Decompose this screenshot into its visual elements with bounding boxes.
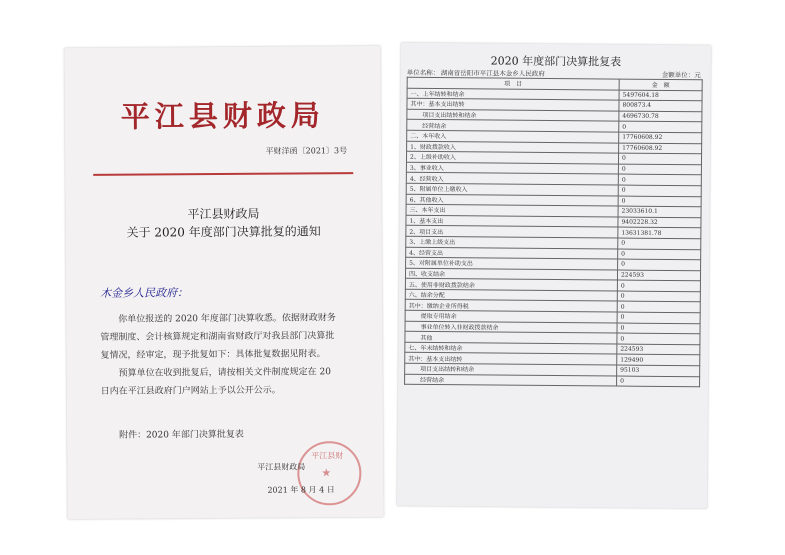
row-amount: 0 [617, 376, 700, 387]
row-amount: 224593 [617, 270, 700, 281]
body-line-5: 日内在平江县政府门户网站上予以公开公示。 [100, 385, 281, 397]
row-item: 3、上缴上级支出 [406, 236, 618, 248]
row-amount: 23033610.1 [618, 206, 701, 217]
row-amount: 0 [619, 121, 702, 132]
row-amount: 0 [617, 323, 700, 334]
row-amount: 0 [617, 291, 700, 302]
seal-star-icon: ★ [321, 466, 332, 480]
row-amount: 0 [618, 259, 701, 270]
row-amount: 95103 [617, 365, 700, 376]
unit-label: 单位名称： [406, 68, 440, 77]
recipient-handwritten: 木金乡人民政府： [100, 286, 189, 300]
notice-subject: 关于 2020 年度部门决算批复的通知 [126, 224, 321, 240]
row-amount: 0 [618, 238, 701, 249]
row-item: 5、附属单位上缴收入 [406, 183, 618, 195]
body-line-4: 预算单位在收到批复后，请按相关文件制度规定在 20 [118, 367, 331, 379]
row-item: 六、结余分配 [405, 289, 617, 301]
letterhead-title: 平江县财政局 [120, 98, 325, 134]
row-amount: 0 [618, 249, 701, 260]
seal-text: 平江县财 [311, 451, 344, 461]
row-amount: 5497604.18 [619, 90, 702, 101]
row-item: 2、项目支出 [406, 226, 618, 238]
money-unit: 金额单位：元 [661, 70, 701, 80]
left-document-page [64, 46, 383, 519]
row-item: 一、上年结转和结余 [407, 88, 619, 100]
row-amount: 0 [618, 174, 701, 185]
table-row [405, 374, 700, 387]
row-amount: 9402228.32 [618, 217, 701, 228]
row-amount: 0 [617, 312, 700, 323]
row-item: 4、经营收入 [406, 173, 618, 185]
row-item: 经营结余 [407, 120, 619, 132]
row-item: 三、本年支出 [406, 204, 618, 216]
right-approval-table-page [397, 43, 711, 509]
approval-table [404, 77, 703, 388]
row-item: 6、其他收入 [406, 194, 618, 206]
row-amount: 0 [617, 302, 700, 313]
row-item: 其中：基本支出结转 [405, 353, 617, 365]
row-amount: 0 [618, 185, 701, 196]
body-line-2: 管理制度、会计核算规定和湖南省财政厅对我县部门决算批 [100, 331, 335, 343]
row-amount: 0 [617, 333, 700, 344]
issue-date: 2021 年 8 月 4 日 [267, 485, 335, 495]
row-item: 其中：基本支出结转 [407, 98, 619, 110]
row-item: 经营结余 [405, 374, 617, 386]
row-item: 七、年末结转和结余 [405, 342, 617, 354]
row-item: 5、对附属单位补助支出 [406, 257, 618, 269]
row-amount: 800873.4 [619, 100, 702, 111]
row-item: 事业单位转入非财政拨款结余 [405, 321, 617, 333]
row-amount: 0 [618, 196, 701, 207]
row-item: 4、经营支出 [406, 247, 618, 259]
document-number: 平财洋函〔2021〕3号 [265, 146, 348, 156]
attachment-note: 附件：2020 年部门决算批复表 [119, 429, 244, 441]
table-title: 2020 年度部门决算批复表 [490, 54, 622, 69]
row-amount: 129490 [617, 354, 700, 365]
body-line-3: 复情况，经审定，现予批复如下：具体批复数据见附表。 [100, 349, 326, 361]
row-amount: 0 [618, 153, 701, 164]
row-item: 2、上级补助收入 [406, 151, 618, 163]
row-item: 项目支出结转和结余 [407, 109, 619, 121]
row-amount: 224593 [617, 344, 700, 355]
row-amount: 4696730.78 [619, 111, 702, 122]
row-item: 其他 [405, 331, 617, 343]
issuing-org: 平江县财政局 [187, 206, 260, 222]
letterhead-divider [93, 172, 353, 176]
row-amount: 17760608.92 [619, 132, 702, 143]
header-item: 项 目 [407, 77, 619, 89]
row-amount: 17760608.92 [619, 143, 702, 154]
row-item: 四、收支结余 [405, 268, 617, 280]
signer: 平江县财政局 [257, 462, 306, 472]
header-amount: 金 额 [619, 79, 702, 90]
row-item: 二、本年收入 [407, 130, 619, 142]
row-item: 提取专用结余 [405, 310, 617, 322]
row-amount: 13631381.78 [618, 227, 701, 238]
body-line-1: 你单位报送的 2020 年度部门决算收悉。依据财政财务 [118, 313, 336, 325]
row-item: 3、事业收入 [406, 162, 618, 174]
row-amount: 0 [618, 164, 701, 175]
row-item: 五、使用非财政拨款结余 [405, 278, 617, 290]
unit-name: 湖南省岳阳市平江县木金乡人民政府 [440, 69, 545, 78]
row-item: 其中：缴纳企业所得税 [405, 300, 617, 312]
row-item: 1、基本支出 [406, 215, 618, 227]
row-item: 项目支出结转和结余 [405, 363, 617, 375]
row-item: 1、财政拨款收入 [407, 141, 619, 153]
row-amount: 0 [617, 280, 700, 291]
